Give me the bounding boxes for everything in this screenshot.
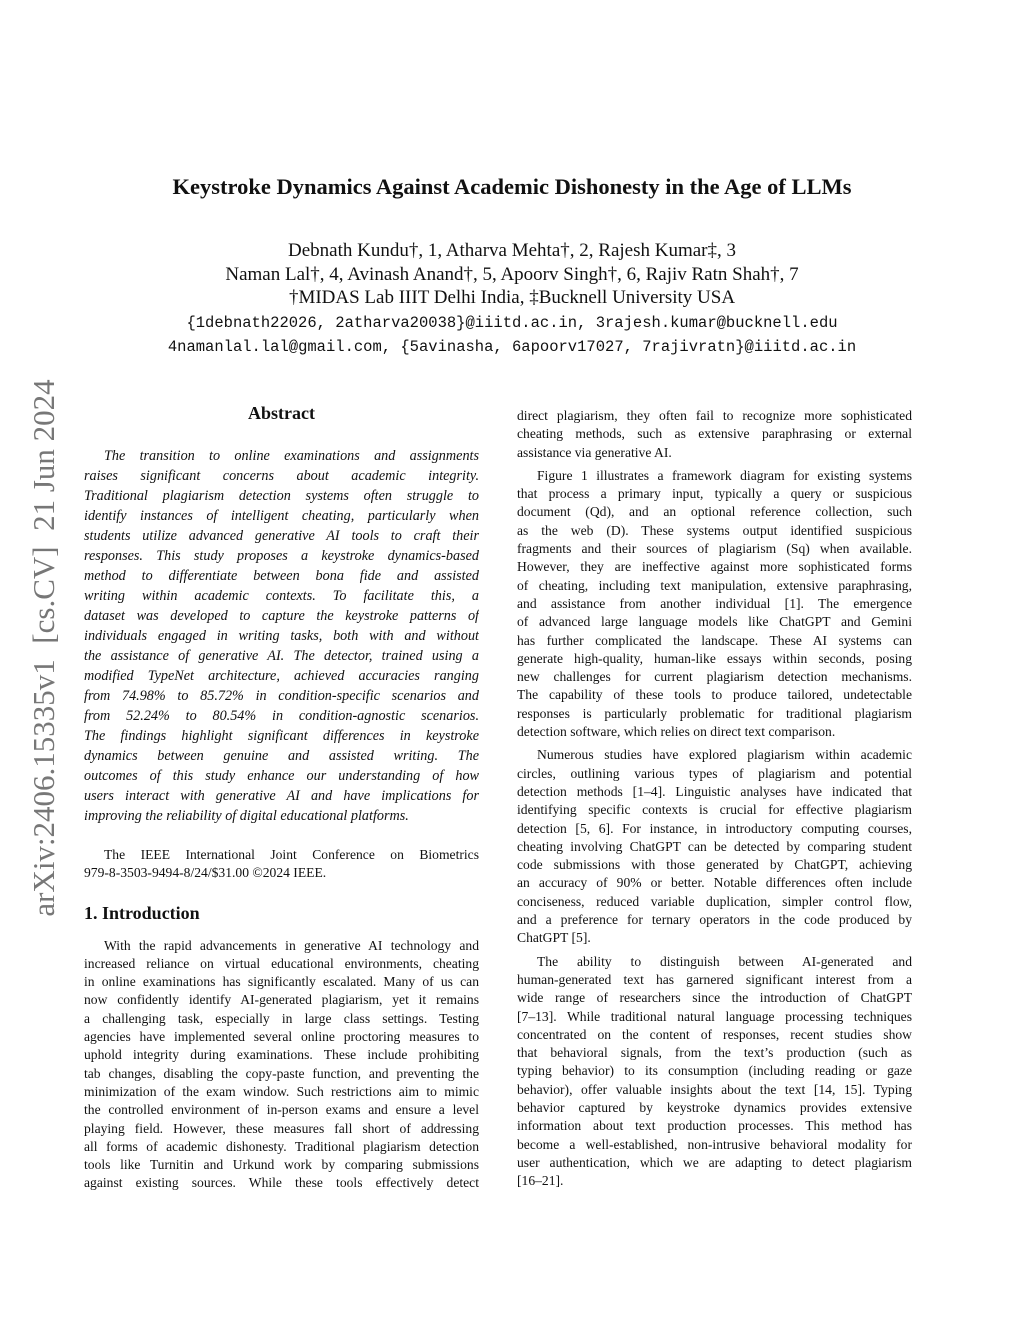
text-line: ChatGPT [5]. bbox=[517, 930, 591, 946]
emails-line-2: 4namanlal.lal@gmail.com, {5avinasha, 6apoorv17027, 7rajivratn}@iiitd.ac.in bbox=[167, 338, 857, 356]
text-line: a challenging task, especially in large class settings. Testing bbox=[84, 1010, 479, 1026]
text-line: conciseness, reduced variable duplication, simpler control flow, bbox=[517, 893, 912, 909]
text-line: uphold integrity during examinations. These include prohibiting bbox=[84, 1047, 479, 1063]
text-line: raises significant concerns about academic integrity. bbox=[84, 468, 479, 484]
text-line: that behavioral signals, from the text’s production (such as bbox=[517, 1045, 912, 1061]
text-line: direct plagiarism, they often fail to recognize more sophisticated bbox=[517, 408, 912, 423]
text-line: an accuracy of 90% or better. Notable differences often include bbox=[517, 875, 912, 891]
paper-title: Keystroke Dynamics Against Academic Dishonesty in the Age of LLMs bbox=[172, 174, 852, 199]
text-line: Numerous studies have explored plagiarism within academic bbox=[537, 747, 912, 763]
text-line: now confidently identify AI-generated plagiarism, yet it remains bbox=[84, 992, 479, 1008]
text-line: that process a primary input, typically a query or suspicious bbox=[517, 486, 912, 502]
text-line: human-generated text has garnered significant interest from a bbox=[517, 971, 912, 987]
text-line: the assistance of generative AI. The detector, trained using a bbox=[84, 648, 479, 664]
text-line: of cheating, including text manipulation, extensive paraphrasing, bbox=[517, 577, 912, 593]
text-line: circles, outlining various types of plagiarism and potential bbox=[517, 765, 912, 781]
text-line: tab changes, disabling the copy-paste function, and preventing the bbox=[84, 1065, 479, 1081]
paragraph bbox=[517, 467, 912, 741]
text-line: [16–21]. bbox=[517, 1173, 564, 1189]
affiliations: †MIDAS Lab IIIT Delhi India, ‡Bucknell University USA bbox=[288, 287, 736, 308]
text-line: identifying specific contexts is crucial for effective plagiarism bbox=[517, 802, 912, 818]
arxiv-stamp: arXiv:2406.15335v1 [cs.CV] 21 Jun 2024 bbox=[26, 379, 61, 917]
text-line: Traditional plagiarism detection systems often struggle to bbox=[84, 488, 479, 504]
text-line: dynamics between genuine and assisted writing. The bbox=[84, 748, 479, 764]
text-line: method to differentiate between bona fide and assisted bbox=[84, 568, 479, 584]
text-line: document (Qd), and an optional reference collection, such bbox=[517, 504, 912, 520]
text-line: The transition to online examinations and assignments bbox=[104, 448, 479, 464]
text-line: behavior captured by keystroke dynamics provides extensive bbox=[517, 1099, 912, 1115]
text-line: cheating methods, such as extensive paraphrasing or external bbox=[517, 426, 912, 442]
paragraph bbox=[517, 953, 912, 1191]
text-line: [7–13]. While traditional natural language processing techniques bbox=[517, 1008, 912, 1024]
text-line: The findings highlight significant differences in keystroke bbox=[84, 728, 479, 744]
text-line: detection software, which relies on direct text comparison. bbox=[517, 724, 836, 740]
text-line: The IEEE International Joint Conference on Biometrics bbox=[104, 847, 479, 862]
text-line: individuals engaged in writing tasks, both with and without bbox=[84, 628, 479, 644]
paragraph bbox=[517, 407, 912, 462]
text-line: all forms of academic dishonesty. Traditional plagiarism detection bbox=[84, 1138, 479, 1154]
authors-line-1: Debnath Kundu†, 1, Atharva Mehta†, 2, Rajesh Kumar‡, 3 bbox=[288, 240, 736, 261]
text-line: tools like Turnitin and Urkund work by comparing submissions bbox=[84, 1157, 479, 1173]
text-line: modified TypeNet architecture, achieved accuracies ranging bbox=[84, 668, 479, 684]
text-line: behavior), offer valuable insights about the text [14, 15]. Typing bbox=[517, 1081, 912, 1097]
text-line: as the web (D). These systems output identified suspicious bbox=[517, 522, 912, 538]
text-line: The ability to distinguish between AI-generated and bbox=[537, 953, 912, 969]
text-line: Figure 1 illustrates a framework diagram for existing systems bbox=[537, 467, 912, 483]
text-line: code submissions with those generated by ChatGPT, achieving bbox=[517, 857, 912, 873]
text-line: increased reliance on virtual educational environments, cheating bbox=[84, 955, 479, 971]
text-line: of advanced large language models like ChatGPT and Gemini bbox=[517, 614, 912, 630]
text-line: information about text production processes. This method has bbox=[517, 1118, 912, 1134]
text-line: assistance via generative AI. bbox=[517, 444, 672, 460]
left-column bbox=[84, 403, 479, 1193]
text-line: wide range of researchers since the introduction of ChatGPT bbox=[517, 990, 912, 1006]
authors-line-2: Naman Lal†, 4, Avinash Anand†, 5, Apoorv Singh†, 6, Rajiv Ratn Shah†, 7 bbox=[225, 264, 799, 285]
text-line: cheating involving ChatGPT can be detected by comparing student bbox=[517, 838, 912, 854]
text-line: fragments and their sources of plagiarism (Sq) when available. bbox=[517, 541, 912, 557]
text-line: from 52.24% to 80.54% in condition-agnostic scenarios. bbox=[84, 708, 479, 724]
conference-note bbox=[84, 846, 479, 883]
text-line: detection [5, 6]. For instance, in introductory computing courses, bbox=[517, 820, 912, 836]
text-line: has further complicated the landscape. These AI systems can bbox=[517, 632, 912, 648]
text-line: become a well-established, non-intrusive behavioral modality for bbox=[517, 1136, 912, 1152]
text-line: agencies have implemented several online proctoring measures to bbox=[84, 1029, 479, 1045]
text-line: playing field. However, these measures fall short of addressing bbox=[84, 1120, 479, 1136]
paragraph bbox=[517, 746, 912, 947]
text-line: generate high-quality, human-like essays within seconds, posing bbox=[517, 650, 912, 666]
text-line: dataset was developed to capture the keystroke patterns of bbox=[84, 608, 479, 624]
text-line: detection methods [1–4]. Linguistic analyses have indicated that bbox=[517, 783, 912, 799]
text-line: user authentication, which we are adapting to detect plagiarism bbox=[517, 1154, 912, 1170]
text-line: against existing sources. While these tools effectively detect bbox=[84, 1175, 479, 1191]
introduction-heading: 1. Introduction bbox=[84, 902, 200, 923]
text-line: However, they are ineffective against more sophisticated forms bbox=[517, 559, 912, 575]
text-line: new challenges for current plagiarism detection mechanisms. bbox=[517, 669, 912, 685]
text-line: minimization of the exam window. Such restrictions aim to mimic bbox=[84, 1083, 479, 1099]
text-line: outcomes of this study enhance our understanding of how bbox=[84, 768, 479, 784]
introduction-left-body bbox=[84, 937, 479, 1193]
text-line: from 74.98% to 85.72% in condition-specific scenarios and bbox=[84, 688, 479, 704]
text-line: responses is particularly problematic for traditional plagiarism bbox=[517, 705, 912, 721]
emails-line-1: {1debnath22026, 2atharva20038}@iiitd.ac.in, 3rajesh.kumar@bucknell.edu bbox=[186, 314, 838, 332]
text-line: users interact with generative AI and have implications for bbox=[84, 788, 479, 804]
text-line: improving the reliability of digital educational platforms. bbox=[84, 808, 409, 824]
text-line: and assistance from another individual [1]. The emergence bbox=[517, 595, 912, 611]
text-line: concentrated on the content of responses, recent studies show bbox=[517, 1026, 912, 1042]
right-column bbox=[517, 407, 912, 1190]
abstract-heading: Abstract bbox=[248, 403, 315, 423]
text-line: students utilize advanced generative AI tools to craft their bbox=[84, 528, 479, 544]
abstract-body bbox=[84, 446, 479, 826]
text-line: 979-8-3503-9494-8/24/$31.00 ©2024 IEEE. bbox=[84, 865, 327, 881]
text-line: in online examinations has significantly escalated. Many of us can bbox=[84, 974, 479, 990]
text-line: The capability of these tools to produce tailored, undetectable bbox=[517, 687, 912, 703]
text-line: With the rapid advancements in generative AI technology and bbox=[104, 937, 479, 953]
text-line: identify instances of intelligent cheating, particularly when bbox=[84, 508, 479, 524]
text-line: and a preference for ternary operators in the code produced by bbox=[517, 912, 912, 928]
text-line: responses. This study proposes a keystroke dynamics-based bbox=[84, 548, 479, 564]
text-line: typing behavior) to its consumption (including reading or gaze bbox=[517, 1063, 912, 1079]
text-line: the controlled environment of in-person exams and ensure a level bbox=[84, 1102, 479, 1118]
text-line: writing within academic contexts. To facilitate this, a bbox=[84, 588, 479, 604]
